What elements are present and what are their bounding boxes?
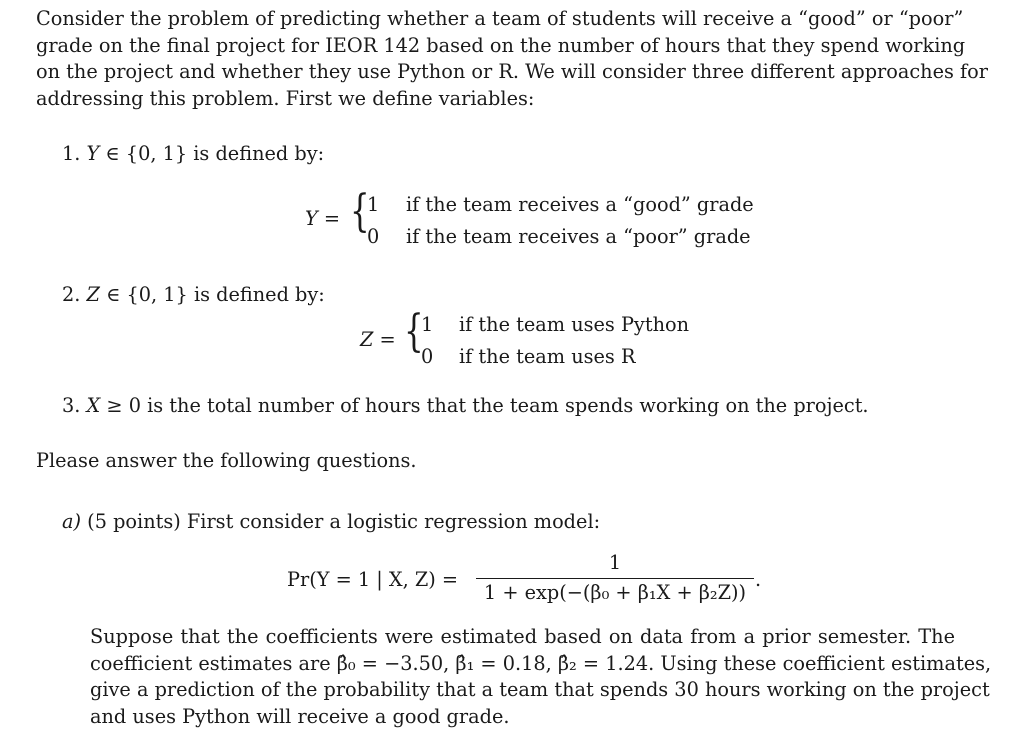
intro-line: on the project and whether they use Python or R. We will consider three different approaches for bbox=[36, 60, 988, 83]
case-brace: { bbox=[404, 306, 424, 357]
fraction-numerator: 1 bbox=[608, 551, 622, 574]
item-text: ∈ {0, 1} is defined by: bbox=[99, 283, 325, 306]
case-value: 0 bbox=[421, 345, 434, 368]
item-text: ∈ {0, 1} is defined by: bbox=[99, 142, 325, 165]
intro-line: Consider the problem of predicting whether a team of students will receive a “good” or “poor” bbox=[36, 7, 964, 30]
case-condition: if the team uses Python bbox=[459, 313, 690, 336]
case-value: 1 bbox=[367, 193, 380, 216]
case-condition: if the team uses R bbox=[459, 345, 636, 368]
item-1-definition bbox=[62, 141, 324, 168]
part-a-body bbox=[90, 624, 992, 730]
part-heading-text: (5 points) First consider a logistic regression model: bbox=[87, 510, 601, 533]
variable-symbol: Z bbox=[86, 283, 100, 306]
case-condition: if the team receives a “poor” grade bbox=[406, 225, 751, 248]
body-line: give a prediction of the probability that a team that spends 30 hours working on the project bbox=[90, 678, 990, 701]
item-3-definition bbox=[62, 393, 869, 420]
body-line: Suppose that the coefficients were estimated based on data from a prior semester. The bbox=[90, 625, 955, 648]
part-label: a) bbox=[62, 510, 82, 533]
intro-line: addressing this problem. First we define variables: bbox=[36, 86, 535, 110]
case-condition: if the team receives a “good” grade bbox=[406, 193, 754, 216]
case-value: 0 bbox=[367, 225, 380, 248]
variable-symbol: X bbox=[86, 394, 101, 417]
questions-prompt: Please answer the following questions. bbox=[36, 449, 417, 472]
intro-paragraph bbox=[36, 6, 988, 112]
item-text: ≥ 0 is the total number of hours that the team spends working on the project. bbox=[100, 394, 869, 417]
logistic-fraction bbox=[476, 550, 754, 606]
fraction-bar bbox=[476, 578, 754, 579]
intro-line: grade on the final project for IEOR 142 based on the number of hours that they spend working bbox=[36, 33, 966, 57]
formula-lhs: Pr(Y = 1 | X, Z) = bbox=[287, 568, 459, 591]
case-lhs: Z = bbox=[360, 328, 396, 351]
item-number: 1. bbox=[62, 142, 81, 165]
body-line: and uses Python will receive a good grade. bbox=[90, 704, 510, 728]
case-value: 1 bbox=[421, 313, 434, 336]
item-number: 3. bbox=[62, 394, 81, 417]
fraction-denominator: 1 + exp(−(β₀ + β₁X + β₂Z)) bbox=[483, 580, 747, 604]
variable-symbol: Y bbox=[86, 142, 100, 165]
item-number: 2. bbox=[62, 283, 81, 306]
formula-period: . bbox=[755, 568, 762, 591]
part-a-heading bbox=[62, 509, 600, 536]
case-brace: { bbox=[350, 186, 370, 237]
body-line: coefficient estimates are β̂₀ = −3.50, β̂₁ = 0.18, β̂₂ = 1.24. Using these coefficient estimates, bbox=[90, 651, 992, 675]
case-lhs: Y = bbox=[305, 207, 341, 230]
item-2-definition bbox=[62, 282, 325, 309]
